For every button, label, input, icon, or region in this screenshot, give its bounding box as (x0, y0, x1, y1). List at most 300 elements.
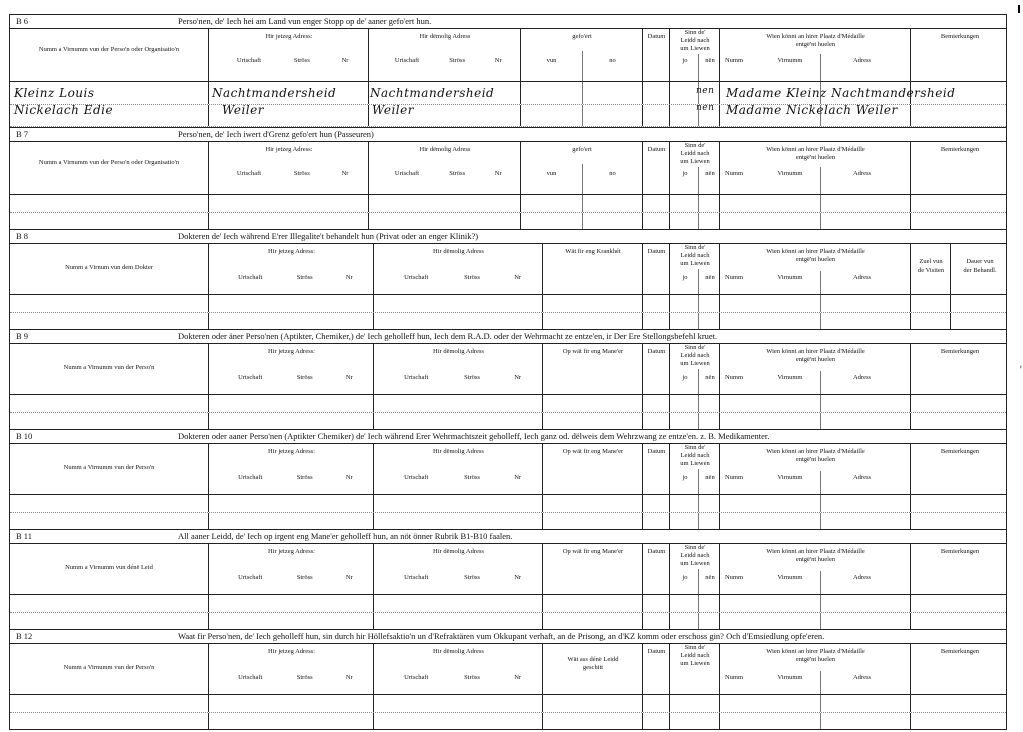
entry-cell[interactable] (520, 82, 643, 104)
entry-cell[interactable] (208, 313, 374, 330)
entry-row[interactable] (10, 713, 1006, 730)
virnumm-divider (820, 167, 821, 194)
sinn-de-label: Sinn de' (684, 29, 706, 36)
header-cell-demolig (373, 444, 543, 494)
section-title: Dokteren oder aaner Perso'nen (Aptikter Chemiker) de' Iech während Erer Wehrmachtszeit geholleff, Iech ganz od. dëlweis dem Wehrzwang ze entze'en. z. B. Medikamenter. (178, 431, 770, 441)
virnumm-divider (820, 571, 821, 594)
entry-cell[interactable] (719, 695, 911, 712)
nr-label: Nr (345, 474, 353, 481)
section-title-row (10, 630, 1006, 644)
entry-cell[interactable] (373, 413, 543, 430)
stross-label: Ströss (296, 274, 313, 281)
entry-cell[interactable] (719, 295, 911, 312)
jo-label: jo (682, 574, 688, 581)
entry-row[interactable] (10, 695, 1006, 713)
entry-cell[interactable] (208, 595, 374, 612)
entry-cell[interactable] (719, 495, 911, 512)
header-cell-jetzeg (208, 29, 369, 81)
header-cell-geschitt (542, 644, 643, 694)
nen-label: nën (705, 474, 715, 481)
nen-label: nën (705, 274, 715, 281)
section-code: B 8 (16, 231, 29, 241)
handwritten-medaille: Madame Kleinz Nachtmandersheid (726, 86, 956, 100)
entry-cell[interactable] (208, 713, 374, 730)
header-cell-maneer (542, 344, 643, 394)
address-label: Hir jetzeg Adress: (265, 33, 313, 40)
entry-cell[interactable] (669, 413, 720, 430)
urtschaft-label: Urtschaft (404, 574, 429, 581)
entry-cell[interactable] (719, 413, 911, 430)
entry-row[interactable] (10, 413, 1006, 430)
stross-label: Ströss (449, 170, 466, 177)
jo-nen-divider (698, 469, 699, 494)
wien-konnt-label: Wien könnt an hirer Plaatz d'Médaille (766, 248, 865, 255)
entry-subdivider (698, 513, 699, 530)
op-wat-label: Op wät fir eng Mane'er (562, 348, 624, 355)
entry-cell[interactable] (642, 213, 670, 230)
um-liewen-label: um Liewen (680, 660, 710, 667)
section-title-row (10, 15, 1006, 29)
entry-subdivider (820, 313, 821, 330)
entry-cell[interactable] (910, 413, 1009, 430)
nr-label: Nr (494, 170, 502, 177)
jo-nen-divider (698, 167, 699, 194)
wat-ass-label: Wät ass dénë Leidd (567, 656, 619, 663)
entry-cell[interactable] (719, 613, 911, 630)
numm-label: Numm (724, 274, 744, 281)
urtschaft-label: Urtschaft (404, 274, 429, 281)
name-column-label: Numm a Virnumm vun der Perso'n oder Organisatio'n (38, 159, 180, 166)
entry-cell[interactable] (719, 713, 911, 730)
header-cell-wien (719, 29, 911, 81)
name-column-label: Numm a Virnumm vun der Perso'n (63, 664, 155, 671)
stross-label: Ströss (464, 674, 480, 681)
nr-label: Nr (514, 474, 522, 481)
entry-cell[interactable] (542, 695, 643, 712)
header-cell-gefoert (520, 142, 643, 194)
header-cell-wien (719, 544, 911, 594)
entry-subdivider (820, 695, 821, 712)
section-b-10 (9, 429, 1007, 529)
entry-cell[interactable] (208, 195, 369, 212)
entry-cell[interactable] (542, 495, 643, 512)
entry-cell[interactable] (669, 195, 720, 212)
name-column-label: Numm a Virnumm vun der Perso'n (63, 364, 155, 371)
address-label: Hir jetzeg Adress: (265, 146, 313, 153)
entry-cell[interactable] (719, 313, 911, 330)
entry-subdivider (582, 82, 583, 104)
bemierkungen-label: Bemierkungen (940, 33, 980, 40)
section-b-7 (9, 127, 1007, 229)
bemierkungen-label: Bemierkungen (940, 348, 980, 355)
entry-cell[interactable] (910, 105, 1009, 127)
address-label: Hir jetzeg Adress: (268, 548, 315, 555)
entry-subdivider (698, 295, 699, 312)
section-entries (10, 195, 1006, 229)
nr-label: Nr (341, 170, 349, 177)
entry-cell[interactable] (669, 395, 720, 412)
header-cell-bem (910, 142, 1009, 194)
entry-cell[interactable] (669, 213, 720, 230)
entgeint-label: entgë'nt huelen (795, 41, 836, 48)
virnumm-label: Virnumm (777, 170, 803, 177)
header-cell-bem (910, 544, 1009, 594)
entry-cell[interactable] (373, 595, 543, 612)
virnumm-divider (820, 54, 821, 81)
section-title: Dokteren oder äner Perso'nen (Aptikter, Chemiker,) de' Iech geholleff hun, Iech dem R.A.D. oder der Wehrmacht ze entze'en, ir Der Ere Stellongsbefehl kruet. (178, 331, 718, 341)
header-cell-name (10, 344, 208, 394)
entry-cell[interactable] (669, 695, 720, 712)
header-cell-demolig (373, 544, 543, 594)
header-cell-sinn (669, 644, 720, 694)
urtschaft-label: Urtschaft (404, 374, 429, 381)
address-label: Hir jetzeg Adress: (268, 648, 315, 655)
entry-cell[interactable] (669, 495, 720, 512)
leidd-nach-label: Leidd nach (680, 452, 710, 459)
section-b-9 (9, 329, 1007, 429)
entry-cell[interactable] (520, 213, 643, 230)
entry-cell[interactable] (669, 595, 720, 612)
entry-cell[interactable] (910, 695, 1009, 712)
de-visiten-label: de Visiten (917, 267, 945, 274)
header-cell-sinn (669, 29, 720, 81)
vun-no-divider (582, 51, 583, 81)
jo-label: jo (682, 274, 688, 281)
leidd-nach-label: Leidd nach (680, 37, 710, 44)
section-code: B 6 (16, 16, 29, 26)
bemierkungen-label: Bemierkungen (940, 448, 980, 455)
section-title: Perso'nen, de' Iech iwert d'Grenz gefo'ert hun (Passeuren) (178, 129, 374, 139)
handwritten-nen: nen (696, 86, 715, 96)
entry-cell[interactable] (719, 513, 911, 530)
name-column-label: Numm a Virnum vun dem Dokter (65, 264, 153, 271)
entry-cell[interactable] (208, 295, 374, 312)
adress-label: Adress (852, 274, 872, 281)
entry-cell[interactable] (368, 195, 521, 212)
header-cell-demolig (368, 142, 521, 194)
entry-cell[interactable] (208, 395, 374, 412)
um-liewen-label: um Liewen (680, 45, 710, 52)
urtschaft-label: Urtschaft (238, 674, 263, 681)
bemierkungen-label: Bemierkungen (940, 146, 980, 153)
name-column-label: Numm a Virnumm vun dénë Leid (65, 564, 153, 571)
entry-cell[interactable] (642, 82, 670, 104)
section-b-12 (9, 629, 1007, 730)
stross-label: Ströss (296, 374, 313, 381)
vun-label: vun (546, 170, 557, 177)
entry-cell[interactable] (368, 213, 521, 230)
entry-cell[interactable] (719, 395, 911, 412)
entry-cell[interactable] (542, 413, 643, 430)
no-label: no (609, 57, 616, 64)
entry-cell[interactable] (642, 295, 670, 312)
entry-subdivider (582, 105, 583, 127)
leidd-nach-label: Leidd nach (680, 150, 710, 157)
entry-subdivider (820, 613, 821, 630)
entry-cell[interactable] (642, 513, 670, 530)
entry-row[interactable] (10, 395, 1006, 413)
entry-subdivider (698, 495, 699, 512)
entry-cell[interactable] (208, 495, 374, 512)
section-header (10, 444, 1006, 495)
name-column-label: Numm a Virnumm vun der Perso'n oder Organisatio'n (38, 46, 180, 53)
stross-label: Ströss (464, 574, 480, 581)
entry-subdivider (698, 395, 699, 412)
virnumm-label: Virnumm (777, 57, 803, 64)
address-label: Hir dëmolig Adress (419, 33, 471, 40)
entry-cell[interactable] (950, 295, 1009, 312)
dauer-vun-label: Dauer vun (966, 258, 994, 265)
section-header (10, 644, 1006, 695)
header-cell-jetzeg (208, 444, 374, 494)
entry-cell[interactable] (910, 613, 1009, 630)
jo-label: jo (682, 474, 688, 481)
entry-cell[interactable] (642, 595, 670, 612)
virnumm-label: Virnumm (777, 374, 803, 381)
nen-label: nën (705, 57, 715, 64)
section-header (10, 544, 1006, 595)
entry-row[interactable] (10, 313, 1006, 330)
urtschaft-label: Urtschaft (238, 274, 263, 281)
entgeint-label: entgë'nt huelen (795, 556, 836, 563)
sinn-de-label: Sinn de' (684, 344, 706, 351)
entry-cell[interactable] (669, 613, 720, 630)
entry-cell[interactable] (642, 413, 670, 430)
entry-cell[interactable] (642, 313, 670, 330)
krankheet-label: Wät fir eng Krankhét (565, 248, 621, 255)
name-column-label: Numm a Virnumm vun der Perso'n (63, 464, 155, 471)
gefoert-label: gefo'ert (572, 146, 592, 153)
entry-cell[interactable] (910, 395, 1009, 412)
entry-cell[interactable] (373, 713, 543, 730)
entry-cell[interactable] (642, 195, 670, 212)
address-label: Hir dëmolig Adress (433, 248, 484, 255)
um-liewen-label: um Liewen (680, 360, 710, 367)
leidd-nach-label: Leidd nach (680, 352, 710, 359)
entry-cell[interactable] (208, 513, 374, 530)
entry-cell[interactable] (542, 613, 643, 630)
stross-label: Ströss (296, 474, 313, 481)
header-cell-sinn (669, 444, 720, 494)
urtschaft-label: Urtschaft (394, 170, 420, 177)
wien-konnt-label: Wien könnt an hirer Plaatz d'Médaille (766, 348, 865, 355)
entry-row[interactable] (10, 295, 1006, 313)
entry-subdivider (820, 413, 821, 430)
wien-konnt-label: Wien könnt an hirer Plaatz d'Médaille (766, 146, 865, 153)
address-label: Hir jetzeg Adress: (268, 248, 315, 255)
section-code: B 7 (16, 129, 29, 139)
nr-label: Nr (494, 57, 502, 64)
entry-cell[interactable] (669, 313, 720, 330)
entry-cell[interactable] (373, 495, 543, 512)
entgeint-label: entgë'nt huelen (795, 456, 836, 463)
der-behandl-label: der Behandl. (963, 267, 997, 274)
address-label: Hir dëmolig Adress (433, 548, 484, 555)
virnumm-divider (820, 671, 821, 694)
entry-cell[interactable] (208, 613, 374, 630)
header-cell-zuel (910, 244, 951, 294)
section-header (10, 29, 1006, 82)
entry-cell[interactable] (719, 195, 911, 212)
bemierkungen-label: Bemierkungen (940, 648, 980, 655)
sinn-de-label: Sinn de' (684, 244, 706, 251)
vun-no-divider (582, 164, 583, 194)
entry-cell[interactable] (373, 613, 543, 630)
entry-subdivider (820, 213, 821, 230)
entry-cell[interactable] (669, 713, 720, 730)
entry-row[interactable] (10, 595, 1006, 613)
entry-cell[interactable] (642, 395, 670, 412)
header-cell-sinn (669, 544, 720, 594)
nr-label: Nr (514, 374, 522, 381)
section-title-row (10, 530, 1006, 544)
sinn-de-label: Sinn de' (684, 142, 706, 149)
entry-row[interactable] (10, 495, 1006, 513)
numm-label: Numm (724, 474, 744, 481)
header-cell-maneer (542, 544, 643, 594)
sinn-de-label: Sinn de' (684, 644, 706, 651)
section-entries (10, 395, 1006, 429)
header-cell-wien (719, 444, 911, 494)
header-cell-wien (719, 644, 911, 694)
entry-cell[interactable] (373, 313, 543, 330)
entry-cell[interactable] (542, 595, 643, 612)
header-cell-wien (719, 344, 911, 394)
entry-cell[interactable] (910, 713, 1009, 730)
right-edge-mark (1018, 5, 1020, 13)
entry-cell[interactable] (542, 313, 643, 330)
urtschaft-label: Urtschaft (236, 57, 262, 64)
header-cell-maneer (542, 444, 643, 494)
header-cell-sinn (669, 344, 720, 394)
entry-cell[interactable] (373, 395, 543, 412)
um-liewen-label: um Liewen (680, 158, 710, 165)
entry-cell[interactable] (542, 513, 643, 530)
numm-label: Numm (724, 57, 744, 64)
section-title: Waat fir Perso'nen, de' Iech geholleff hun, sin durch hir Höllefsaktio'n un d'Refraktären vum Okkupant verhaft, an de Prisong, an d'KZ komm oder erschoss gin? Och d'Emsiedlung opfe'eren. (178, 631, 825, 641)
header-cell-name (10, 544, 208, 594)
handwritten-medaille: Madame Nickelach Weiler (726, 103, 898, 117)
entry-cell[interactable] (910, 495, 1009, 512)
nen-label: nën (705, 374, 715, 381)
wien-konnt-label: Wien könnt an hirer Plaatz d'Médaille (766, 548, 865, 555)
section-header (10, 344, 1006, 395)
entry-cell[interactable] (520, 105, 643, 127)
entry-cell[interactable] (719, 595, 911, 612)
entry-cell[interactable] (910, 595, 1009, 612)
entgeint-label: entgë'nt huelen (795, 154, 836, 161)
urtschaft-label: Urtschaft (236, 170, 262, 177)
entry-cell[interactable] (642, 713, 670, 730)
entry-row[interactable] (10, 195, 1006, 213)
header-cell-name (10, 644, 208, 694)
jo-nen-divider (698, 54, 699, 81)
entry-cell[interactable] (669, 513, 720, 530)
wien-konnt-label: Wien könnt an hirer Plaatz d'Médaille (766, 648, 865, 655)
entry-cell[interactable] (373, 695, 543, 712)
entry-subdivider (698, 195, 699, 212)
entry-cell[interactable] (642, 105, 670, 127)
entry-cell[interactable] (950, 313, 1009, 330)
entry-cell[interactable] (910, 195, 1009, 212)
nr-label: Nr (514, 574, 522, 581)
jo-nen-divider (698, 369, 699, 394)
entry-cell[interactable] (910, 213, 1009, 230)
entry-cell[interactable] (642, 613, 670, 630)
entry-cell[interactable] (910, 295, 951, 312)
entry-row[interactable] (10, 613, 1006, 630)
header-cell-dauer (950, 244, 1009, 294)
header-cell-name (10, 29, 208, 81)
entry-cell[interactable] (520, 195, 643, 212)
virnumm-label: Virnumm (777, 574, 803, 581)
um-liewen-label: um Liewen (680, 460, 710, 467)
datum-label: Datum (647, 348, 666, 355)
entry-cell[interactable] (910, 313, 951, 330)
stross-label: Ströss (296, 674, 313, 681)
header-cell-wien (719, 142, 911, 194)
handwritten-address: Nachtmandersheid (370, 86, 495, 100)
nr-label: Nr (345, 574, 353, 581)
entry-row[interactable] (10, 213, 1006, 230)
entry-cell[interactable] (910, 513, 1009, 530)
entgeint-label: entgë'nt huelen (795, 256, 836, 263)
header-cell-demolig (373, 344, 543, 394)
vun-label: vun (546, 57, 557, 64)
urtschaft-label: Urtschaft (238, 374, 263, 381)
header-cell-gefoert (520, 29, 643, 81)
entry-cell[interactable] (373, 295, 543, 312)
entry-cell[interactable] (542, 713, 643, 730)
bemierkungen-label: Bemierkungen (940, 548, 980, 555)
section-b-8 (9, 229, 1007, 329)
virnumm-divider (820, 271, 821, 294)
zuel-vun-label: Zuel vun (919, 258, 943, 265)
header-cell-jetzeg (208, 344, 374, 394)
entry-subdivider (698, 613, 699, 630)
numm-label: Numm (724, 674, 744, 681)
datum-label: Datum (647, 33, 666, 40)
entry-cell[interactable] (373, 513, 543, 530)
entry-cell[interactable] (542, 295, 643, 312)
header-cell-sinn (669, 244, 720, 294)
adress-label: Adress (852, 674, 872, 681)
entry-cell[interactable] (642, 495, 670, 512)
entry-cell[interactable] (208, 413, 374, 430)
entry-row[interactable] (10, 513, 1006, 530)
nr-label: Nr (345, 274, 353, 281)
section-title-row (10, 330, 1006, 344)
handwritten-address: Weiler (372, 103, 414, 117)
entry-cell[interactable] (669, 295, 720, 312)
entry-subdivider (698, 413, 699, 430)
entry-cell[interactable] (208, 695, 374, 712)
entry-cell[interactable] (642, 695, 670, 712)
stross-label: Ströss (464, 474, 480, 481)
entgeint-label: entgë'nt huelen (795, 356, 836, 363)
entry-subdivider (698, 313, 699, 330)
virnumm-divider (820, 471, 821, 494)
um-liewen-label: um Liewen (680, 260, 710, 267)
stross-label: Ströss (293, 57, 310, 64)
stross-label: Ströss (464, 274, 480, 281)
entry-cell[interactable] (208, 213, 369, 230)
urtschaft-label: Urtschaft (394, 57, 420, 64)
entry-cell[interactable] (542, 395, 643, 412)
entry-subdivider (820, 295, 821, 312)
op-wat-label: Op wät fir eng Mane'er (562, 448, 624, 455)
entry-cell[interactable] (719, 213, 911, 230)
